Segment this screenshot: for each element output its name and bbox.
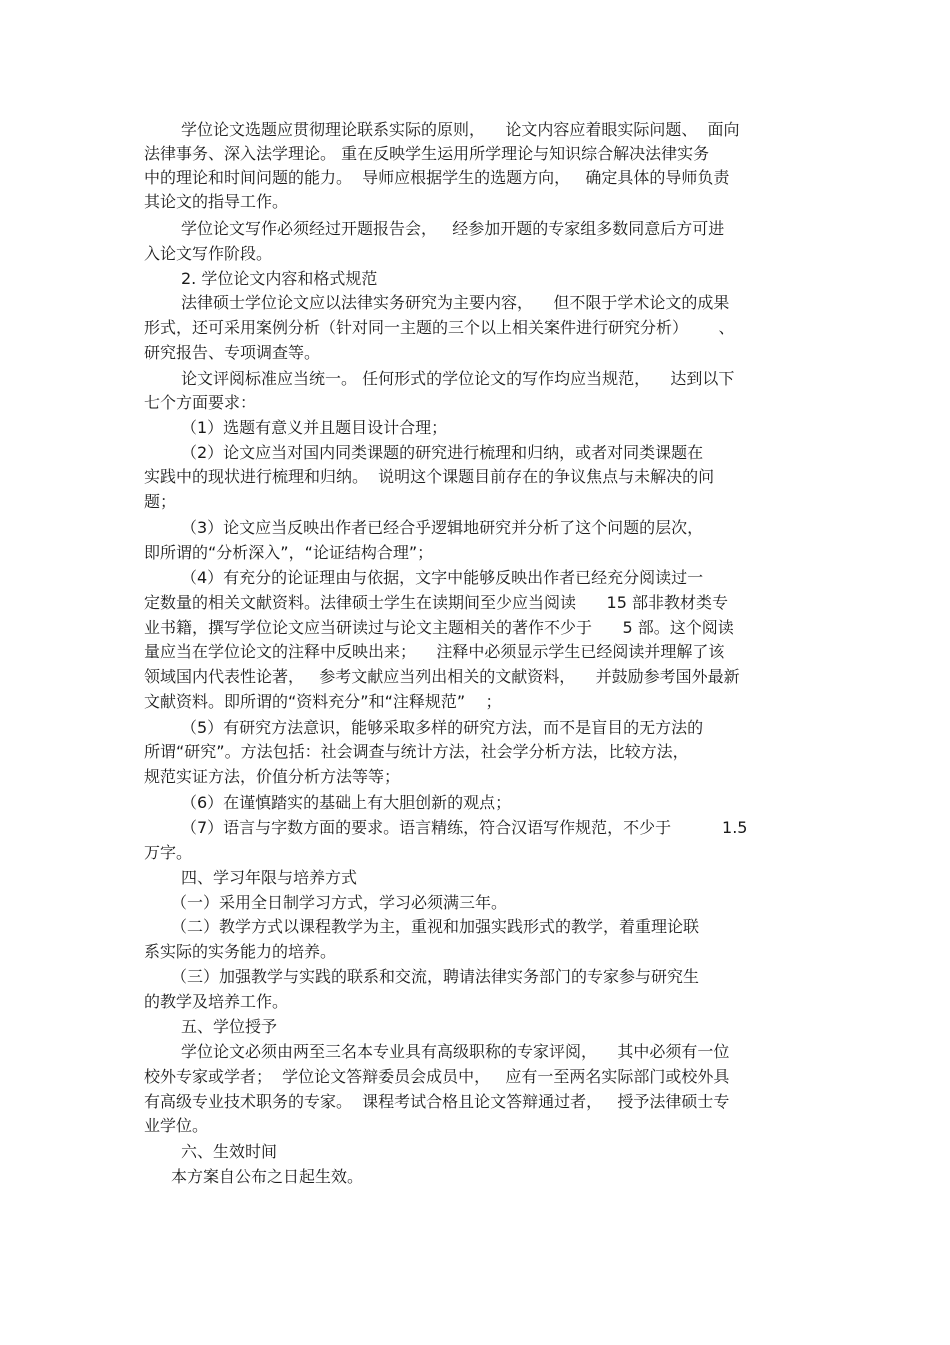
list-item: （2）论文应当对国内同类课题的研究进行梳理和归纳，或者对同类课题在 [181, 443, 704, 462]
section-heading: 2. 学位论文内容和格式规范 [181, 269, 378, 288]
list-item: （3）论文应当反映出作者已经合乎逻辑地研究并分析了这个问题的层次， [181, 518, 704, 537]
list-item: （一）采用全日制学习方式，学习必须满三年。 [171, 893, 508, 912]
list-item: （6）在谨慎踏实的基础上有大胆创新的观点； [181, 793, 512, 812]
text-line: 研究报告、专项调查等。 [144, 343, 321, 362]
text-line: 论文评阅标准应当统一。 任何形式的学位论文的写作均应当规范， 达到以下 [181, 369, 735, 388]
text-line: 校外专家或学者； 学位论文答辩委员会成员中， 应有一至两名实际部门或校外具 [144, 1067, 730, 1086]
section-heading: 六、生效时间 [181, 1142, 278, 1161]
list-item: （4）有充分的论证理由与依据，文字中能够反映出作者已经充分阅读过一 [181, 568, 704, 587]
text-line: 万字。 [144, 843, 193, 862]
text-line: 学位论文写作必须经过开题报告会， 经参加开题的专家组多数同意后方可进 [181, 219, 725, 238]
text-line: 有高级专业技术职务的专家。 课程考试合格且论文答辩通过者， 授予法律硕士专 [144, 1092, 730, 1111]
text-line: 法律硕士学位论文应以法律实务研究为主要内容， 但不限于学术论文的成果 [181, 293, 730, 312]
text-line: 中的理论和时间问题的能力。 导师应根据学生的选题方向， 确定具体的导师负责 [144, 168, 730, 187]
text-line: 本方案自公布之日起生效。 [171, 1167, 364, 1186]
text-line: 领域国内代表性论著， 参考文献应当列出相关的文献资料， 并鼓励参考国外最新 [144, 667, 740, 686]
text-line: 业书籍，撰写学位论文应当研读过与论文主题相关的著作不少于 5 部。这个阅读 [144, 618, 734, 637]
list-item: （5）有研究方法意识，能够采取多样的研究方法，而不是盲目的无方法的 [181, 718, 704, 737]
text-line: 题； [144, 492, 177, 511]
list-item: （1）选题有意义并且题目设计合理； [181, 418, 448, 437]
text-line: 量应当在学位论文的注释中反映出来； 注释中必须显示学生已经阅读并理解了该 [144, 642, 725, 661]
list-item: （三）加强教学与实践的联系和交流，聘请法律实务部门的专家参与研究生 [171, 967, 700, 986]
list-item: （7）语言与字数方面的要求。语言精练，符合汉语写作规范，不少于 1.5 [181, 818, 748, 837]
text-line: 入论文写作阶段。 [144, 244, 273, 263]
text-line: 实践中的现状进行梳理和归纳。 说明这个课题目前存在的争议焦点与未解决的问 [144, 467, 715, 486]
text-line: 定数量的相关文献资料。法律硕士学生在读期间至少应当阅读 15 部非教材类专 [144, 593, 728, 612]
list-item: （二）教学方式以课程教学为主，重视和加强实践形式的教学，着重理论联 [171, 917, 700, 936]
section-heading: 五、学位授予 [181, 1017, 278, 1036]
text-line: 法律事务、深入法学理论。 重在反映学生运用所学理论与知识综合解决法律实务 [144, 144, 710, 163]
text-line: 七个方面要求： [144, 393, 257, 412]
text-line: 即所谓的“分析深入”，“论证结构合理”； [144, 543, 434, 562]
section-heading: 四、学习年限与培养方式 [181, 868, 358, 887]
text-line: 形式，还可采用案例分析（针对同一主题的三个以上相关案件进行研究分析） 、 [144, 318, 735, 337]
text-line: 的教学及培养工作。 [144, 992, 289, 1011]
text-line: 系实际的实务能力的培养。 [144, 942, 337, 961]
text-line: 学位论文选题应贯彻理论联系实际的原则， 论文内容应着眼实际问题、 面向 [181, 120, 740, 139]
text-line: 业学位。 [144, 1116, 209, 1135]
text-line: 所谓“研究”。方法包括：社会调查与统计方法，社会学分析方法，比较方法， [144, 742, 689, 761]
text-line: 规范实证方法，价值分析方法等等； [144, 767, 401, 786]
text-line: 文献资料。即所谓的“资料充分”和“注释规范” ； [144, 692, 502, 711]
text-line: 学位论文必须由两至三名本专业具有高级职称的专家评阅， 其中必须有一位 [181, 1042, 730, 1061]
text-line: 其论文的指导工作。 [144, 192, 289, 211]
